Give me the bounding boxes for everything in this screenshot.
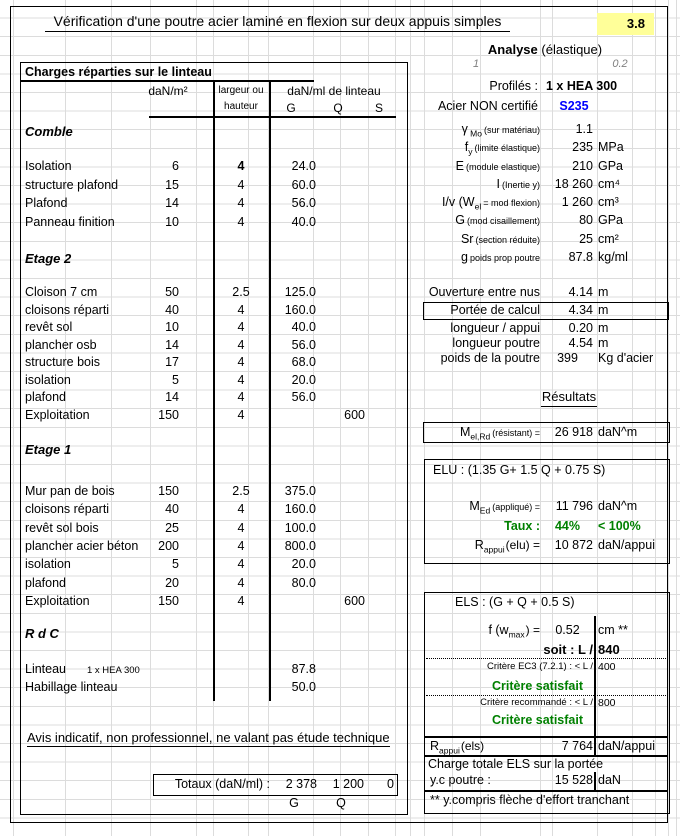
cell-label: structure bois [25,355,101,369]
cell-v2: 4 [237,196,245,211]
r-appui-elu-row [424,538,668,556]
col-header-danm2: daN/m² [148,84,188,98]
cell-v1: 150 [158,407,179,422]
column-divider [594,772,596,790]
table-row [21,355,407,373]
row-value: 25 [579,232,593,246]
row-note: 1 x HEA 300 [87,665,140,676]
cell-label: plafond [25,575,67,590]
divider [149,116,396,118]
cell-g: 50.0 [291,679,316,694]
cell-v2: 4 [237,337,245,352]
cell-v1: 5 [172,557,179,572]
totals-box [153,774,398,796]
param-gamma-mo [424,122,668,140]
cell-v1: 25 [165,520,179,535]
row-unit: 800 [598,697,616,709]
row-unit: 840 [598,642,620,657]
row-value: 10 872 [554,538,593,552]
cell-v1: 14 [165,196,179,211]
cell-label: revêt sol bois [25,520,99,535]
cell-v1: 10 [165,214,179,229]
row-value: 87.8 [568,250,593,264]
cell-v2: 4 [237,557,245,572]
steel-grade[interactable]: S235 [559,99,589,113]
disclaimer-text: Avis indicatif, non professionnel, ne valant pas étude technique [27,730,390,745]
table-row [21,408,407,426]
row-label: Portée de calcul [450,303,540,317]
cell-g: 56.0 [291,196,316,211]
cell-v1: 6 [172,159,179,173]
charge-totale-label: Charge totale ELS sur la portée [428,757,604,771]
col-header-largeur: largeur ou [218,85,264,96]
cell-v1: 40 [165,302,179,317]
gridline [676,0,677,836]
cell-g: 80.0 [291,575,316,590]
cell-v1: 17 [165,355,179,369]
col-header-g: G [286,101,296,115]
divider [424,736,668,738]
row-unit: GPa [598,213,624,227]
divider [424,790,668,792]
section-heading: Etage 1 [25,442,72,457]
col-header-s: S [374,101,383,115]
table-row [21,680,407,698]
cell-label: Exploitation [25,593,90,608]
analyse-rest: (élastique) [537,42,603,57]
table-row [21,521,407,539]
profiles-value: 1 x HEA 300 [546,79,618,93]
cell-g: 40.0 [291,320,316,334]
cell-label: plancher acier béton [25,538,139,553]
row-unit: daN [598,773,621,787]
col-header-q: Q [333,101,343,115]
cell-g: 40.0 [291,214,316,229]
cell-label: cloisons réparti [25,302,110,317]
param-g-shear [424,213,668,231]
row-label: E (module elastique) [455,159,540,173]
cell-q: 600 [344,593,365,608]
table-row [21,320,407,338]
row-unit: daN^m [598,499,638,513]
cell-v2: 4 [237,520,245,535]
cell-v2: 4 [237,302,245,317]
row-label: $R_{appui}(elu)$ = [474,538,540,555]
totals-q-label: Q [336,796,346,810]
row-value: 4.14 [568,285,593,299]
row-value: 399 [557,351,578,365]
row-value: 235 [572,140,593,154]
row-value: 44% [554,519,581,533]
cell-v2: 4 [237,214,245,229]
param-fy [424,140,668,158]
table-row [21,196,407,214]
row-label: soit : L / [543,642,593,657]
cell-v1: 150 [158,593,179,608]
cell-g: 100.0 [284,520,316,535]
row-unit: cm ** [598,623,628,637]
row-value: 15 528 [554,773,593,787]
m-ed-row [424,499,668,517]
fleche-row [424,623,668,641]
row-label: $M_{Ed}$ (appliqué) = [469,499,540,516]
cell-label: plafond [25,390,67,404]
row-label: G (mod cisaillement) [455,213,540,227]
totals-g-value: 2 378 [285,777,317,791]
cell-g: 56.0 [291,337,316,352]
row-value: 18 260 [554,177,593,191]
row-label: I/v ($W_{el}$ = mod flexion) [441,195,540,212]
row-unit: m [598,321,609,335]
row-label: Sr (section réduite) [460,232,540,246]
cell-label: cloisons réparti [25,502,110,517]
cell-label: Habillage linteau [25,679,118,694]
cell-g: 160.0 [284,502,316,517]
cell-g: 800.0 [284,538,316,553]
col-header-danml: daN/ml de linteau [287,84,381,98]
table-row [21,662,407,680]
row-unit: m [598,285,609,299]
cell-v1: 150 [158,484,179,498]
cell-v2: 4 [237,407,245,422]
row-unit: GPa [598,159,624,173]
cell-v2: 4 [237,390,245,404]
cell-v1: 5 [172,372,179,387]
row-value: 1.1 [575,122,593,136]
cell-g: 24.0 [291,159,316,173]
param-inertia [424,177,668,195]
table-row [21,303,407,321]
row-unit: < 100% [598,519,641,533]
cell-label: Cloison 7 cm [25,285,98,299]
elu-heading: ELU : (1.35 G+ 1.5 Q + 0.75 S) [433,463,606,477]
row-value: 210 [572,159,593,173]
cell-label: structure plafond [25,177,119,192]
row-label: Critère EC3 (7.2.1) : < L / [486,661,593,672]
yc-poutre-row [424,773,668,791]
table-row [21,594,407,612]
dotted-divider [426,695,666,696]
coef-g: 1 [472,58,480,70]
cell-g: 20.0 [291,372,316,387]
row-label: poids de la poutre [440,351,540,365]
cell-v2: 4 [237,177,245,192]
table-row [21,373,407,391]
col-header-hauteur: hauteur [224,101,258,112]
taux-row [424,519,668,537]
cell-label: isolation [25,372,71,387]
row-value: 0.20 [568,321,593,335]
row-label: γ $_{Mo}$ (sur matériau) [461,122,540,139]
row-unit: 400 [598,661,616,673]
cell-label: Exploitation [25,407,90,422]
table-row [21,178,407,196]
row-value: 0.52 [555,623,580,637]
cell-v1: 14 [165,337,179,352]
table-row [21,390,407,408]
resultats-heading: Résultats [541,389,597,407]
row-label: f $(w_{max})$ = [488,623,540,640]
row-value: 1 260 [561,195,593,209]
cell-v1: 15 [165,177,179,192]
row-label: $R_{appui}(els)$ [430,739,485,756]
row-label: y.c poutre : [430,773,491,787]
version-cell[interactable]: 3.8 [597,13,654,35]
row-unit: m [598,336,609,350]
row-label: Critère recommandé : < L / [480,697,593,708]
row-label: $f_y$ (limite élastique) [464,140,540,157]
totals-s-value: 0 [387,777,394,791]
loads-table-title: Charges réparties sur le linteau [25,65,212,79]
row-label: longueur / appui [450,321,540,335]
cell-v2: 4 [237,372,245,387]
cell-v2: 4 [237,575,245,590]
cell-label: Mur pan de bois [25,484,115,498]
row-unit: m [598,303,609,317]
cell-v1: 50 [165,285,179,299]
table-row [21,159,407,177]
row-unit: Kg d'acier [598,351,654,365]
row-value: 80 [579,213,593,227]
section-heading: Etage 2 [25,251,72,266]
cell-v1: 200 [158,538,179,553]
row-value: 4.34 [568,303,593,317]
cell-v1: 10 [165,320,179,334]
table-row [21,215,407,233]
row-unit: daN/appui [598,538,655,552]
row-unit: daN/appui [598,739,655,753]
row-label: g poids prop poutre [460,250,540,264]
cell-label: Panneau finition [25,214,115,229]
param-e [424,159,668,177]
row-unit: cm² [598,232,619,246]
section-heading: R d C [25,626,59,641]
cell-g: 20.0 [291,557,316,572]
column-divider [594,616,596,755]
cell-v1: 14 [165,390,179,404]
totals-q-value: 1 200 [332,777,364,791]
row-value: 7 764 [561,739,593,753]
table-row [21,484,407,502]
cell-label: plancher osb [25,337,97,352]
flexion-footnote: ** y.compris flèche d'effort tranchant [430,793,630,807]
geo-portee [424,303,668,321]
row-value: 26 918 [554,425,593,439]
cell-v2: 4 [237,502,245,517]
table-row [21,576,407,594]
m-el-rd-row [424,425,668,443]
cell-v2: 4 [237,159,245,173]
table-row [21,502,407,520]
cell-label: revêt sol [25,320,73,334]
row-unit: kg/ml [598,250,628,264]
cell-g: 375.0 [284,484,316,498]
cell-label: isolation [25,557,71,572]
row-label: Ouverture entre nus [428,285,540,299]
cell-v2: 4 [237,355,245,369]
coef-s: 0.2 [612,58,628,70]
cell-v1: 40 [165,502,179,517]
profiles-label: Profilés : [489,79,538,93]
row-label: Taux : [504,519,540,533]
param-wel [424,195,668,213]
analyse-heading [420,42,670,57]
table-row [21,285,407,303]
row-unit: MPa [598,140,624,154]
cell-v2: 4 [237,593,245,608]
els-heading: ELS : (G + Q + 0.5 S) [455,595,575,609]
totals-label: Totaux (daN/ml) : [174,777,270,791]
geo-ouverture [424,285,668,303]
row-value: 11 796 [555,499,593,513]
analyse-bold: Analyse [487,42,538,57]
cell-label: Linteau [25,662,67,676]
row-unit: daN^m [598,425,638,439]
cell-v2: 4 [237,538,245,553]
row-label: longueur poutre [452,336,540,350]
cell-label: Plafond [25,196,68,211]
dotted-divider [426,658,666,659]
section-heading: Comble [25,124,73,139]
geo-poids [424,351,668,369]
cell-g: 160.0 [284,302,316,317]
table-row [21,338,407,356]
cell-g: 125.0 [284,285,316,299]
table-row [21,557,407,575]
row-label: I (Inertie y) [496,177,540,191]
cell-g: 60.0 [291,177,316,192]
param-self-weight [424,250,668,268]
row-label: $M_{el,Rd}$ (résistant) = [459,425,540,442]
cell-v2: 2.5 [232,285,250,299]
critere-ec3-ok: Critère satisfait [491,679,583,693]
critere-ec3-row [424,661,668,679]
cell-v2: 2.5 [232,484,250,498]
steel-label: Acier NON certifié [437,99,538,113]
row-unit: cm⁴ [598,177,621,191]
table-row [21,539,407,557]
cell-g: 87.8 [291,662,316,676]
cell-q: 600 [344,407,365,422]
cell-label: Isolation [25,159,72,173]
page-title: Vérification d'une poutre acier laminé en flexion sur deux appuis simples [45,13,510,32]
cell-v1: 20 [165,575,179,590]
totals-g-label: G [289,796,299,810]
cell-v2: 4 [237,320,245,334]
cell-g: 68.0 [291,355,316,369]
critere-rec-ok: Critère satisfait [491,713,583,727]
loads-table [20,62,408,815]
row-value: 4.54 [568,336,593,350]
row-unit: cm³ [598,195,619,209]
cell-g: 56.0 [291,390,316,404]
param-sr [424,232,668,250]
